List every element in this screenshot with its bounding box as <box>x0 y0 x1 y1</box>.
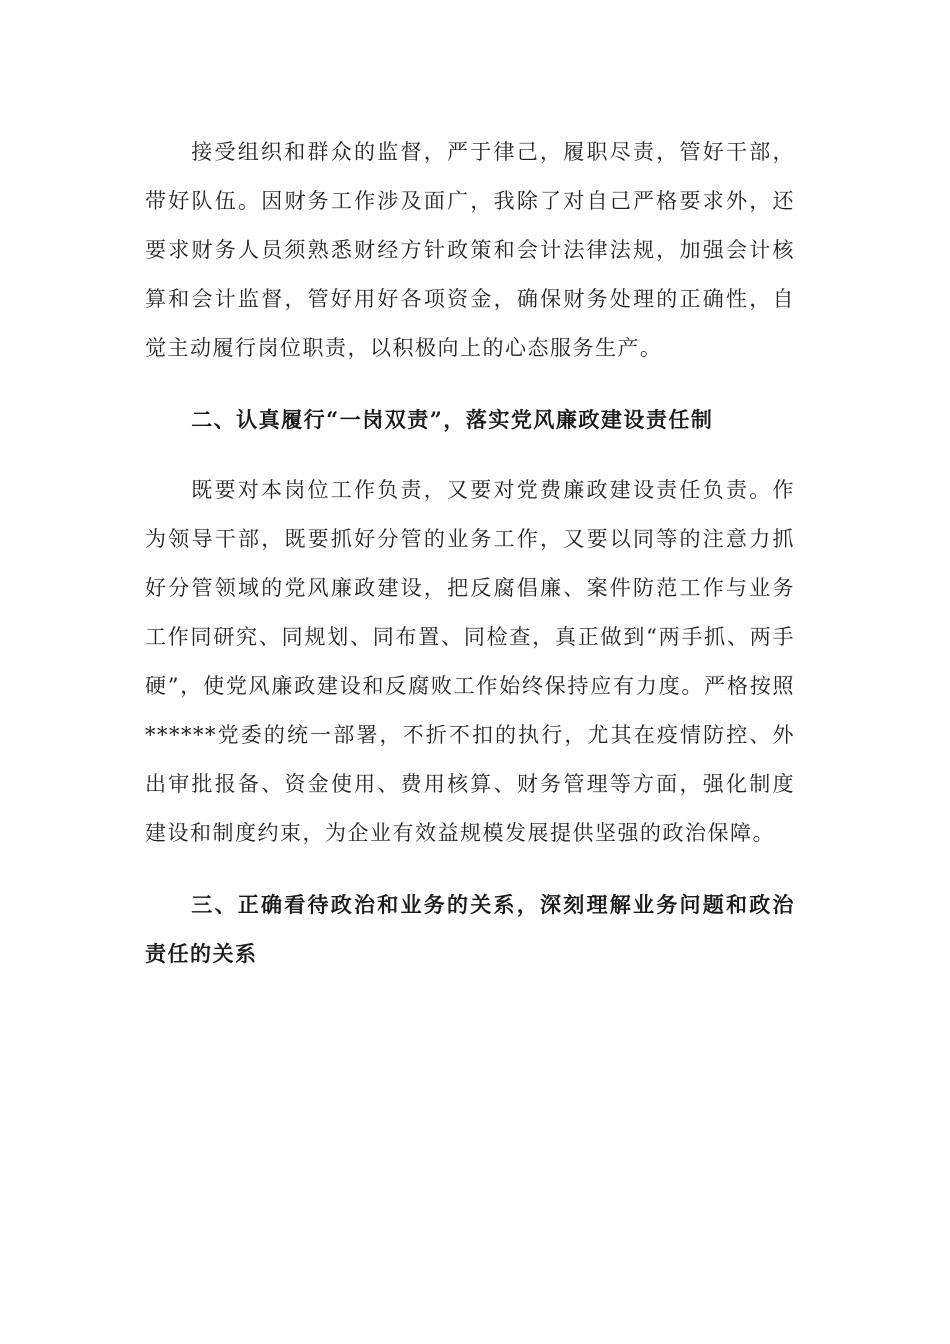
section-heading-3: 三、正确看待政治和业务的关系，深刻理解业务问题和政治责任的关系 <box>145 892 795 966</box>
paragraph-one-post-two-duties: 既要对本岗位工作负责，又要对党费廉政建设责任负责。作为领导干部，既要抓好分管的业务工作，又要以同等的注意力抓好分管领域的党风廉政建设，把反腐倡廉、案件防范工作与业务工作同研究、同规划、同布置、同检查，真正做到“两手抓、两手硬”，使党风廉政建设和反腐败工作始终保持应有力度。严格按照******党委的统一部署，不折不扣的执行，尤其在疫情防控、外出审批报备、资金使用、费用核算、财务管理等方面，强化制度建设和制度约束，为企业有效益规模发展提供坚强的政治保障。 <box>145 478 795 845</box>
section-heading-2: 二、认真履行“一岗双责”，落实党风廉政建设责任制 <box>191 407 714 432</box>
document-body <box>145 128 795 978</box>
paragraph-supervision: 接受组织和群众的监督，严于律己，履职尽责，管好干部，带好队伍。因财务工作涉及面广，我除了对自己严格要求外，还要求财务人员须熟悉财经方针政策和会计法律法规，加强会计核算和会计监督，管好用好各项资金，确保财务处理的正确性，自觉主动履行岗位职责，以积极向上的心态服务生产。 <box>145 140 795 360</box>
